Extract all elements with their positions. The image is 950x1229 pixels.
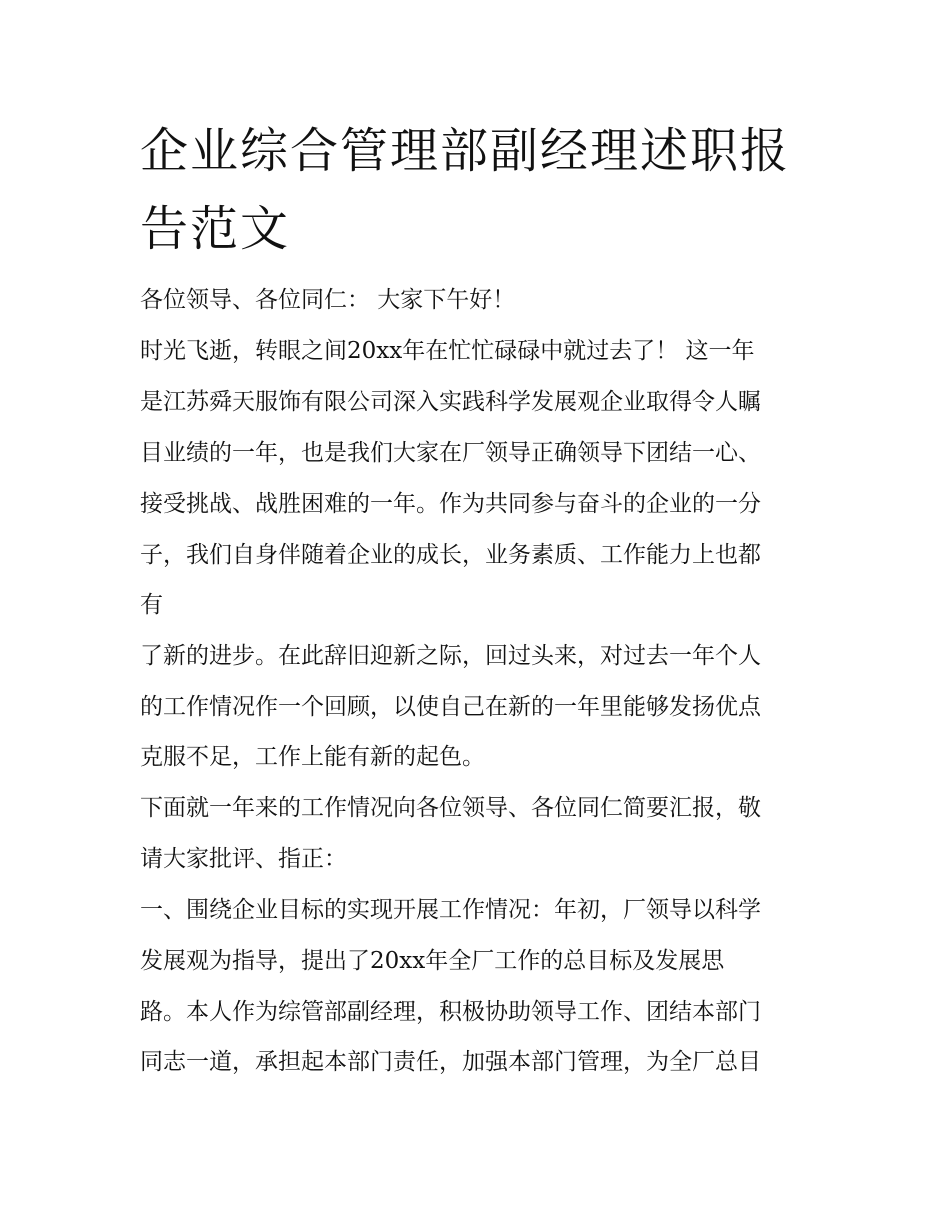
body-line: 克服不足，工作上能有新的起色。 bbox=[140, 744, 485, 770]
body-line: 子，我们自身伴随着企业的成长，业务素质、工作能力上也都 bbox=[140, 542, 761, 568]
body-line: 请大家批评、指正： bbox=[140, 846, 347, 872]
body-line: 了新的进步。在此辞旧迎新之际，回过头来，对过去一年个人 bbox=[140, 643, 761, 669]
body-line: 的工作情况作一个回顾，以使自己在新的一年里能够发扬优点 bbox=[140, 694, 761, 720]
document-title bbox=[140, 112, 820, 268]
body-line: 目业绩的一年，也是我们大家在厂领导正确领导下团结一心、 bbox=[140, 440, 761, 466]
title-line-1: 企业综合管理部副经理述职报 bbox=[140, 123, 791, 179]
body-line: 时光飞逝，转眼之间20xx年在忙忙碌碌中就过去了！ 这一年 bbox=[140, 338, 755, 364]
body-line: 同志一道，承担起本部门责任，加强本部门管理，为全厂总目 bbox=[140, 1049, 761, 1075]
body-line: 是江苏舜天服饰有限公司深入实践科学发展观企业取得令人瞩 bbox=[140, 389, 761, 415]
body-line: 接受挑战、战胜困难的一年。作为共同参与奋斗的企业的一分 bbox=[140, 491, 761, 517]
body-line: 一、围绕企业目标的实现开展工作情况：年初，厂领导以科学 bbox=[140, 897, 761, 923]
body-line: 路。本人作为综管部副经理，积极协助领导工作、团结本部门 bbox=[140, 999, 761, 1025]
title-line-2: 告范文 bbox=[140, 201, 291, 257]
body-line: 各位领导、各位同仁： 大家下午好！ bbox=[140, 287, 516, 313]
body-line: 发展观为指导，提出了20xx年全厂工作的总目标及发展思 bbox=[140, 948, 725, 974]
body-line: 有 bbox=[140, 592, 163, 618]
body-line: 下面就一年来的工作情况向各位领导、各位同仁简要汇报，敬 bbox=[140, 795, 761, 821]
